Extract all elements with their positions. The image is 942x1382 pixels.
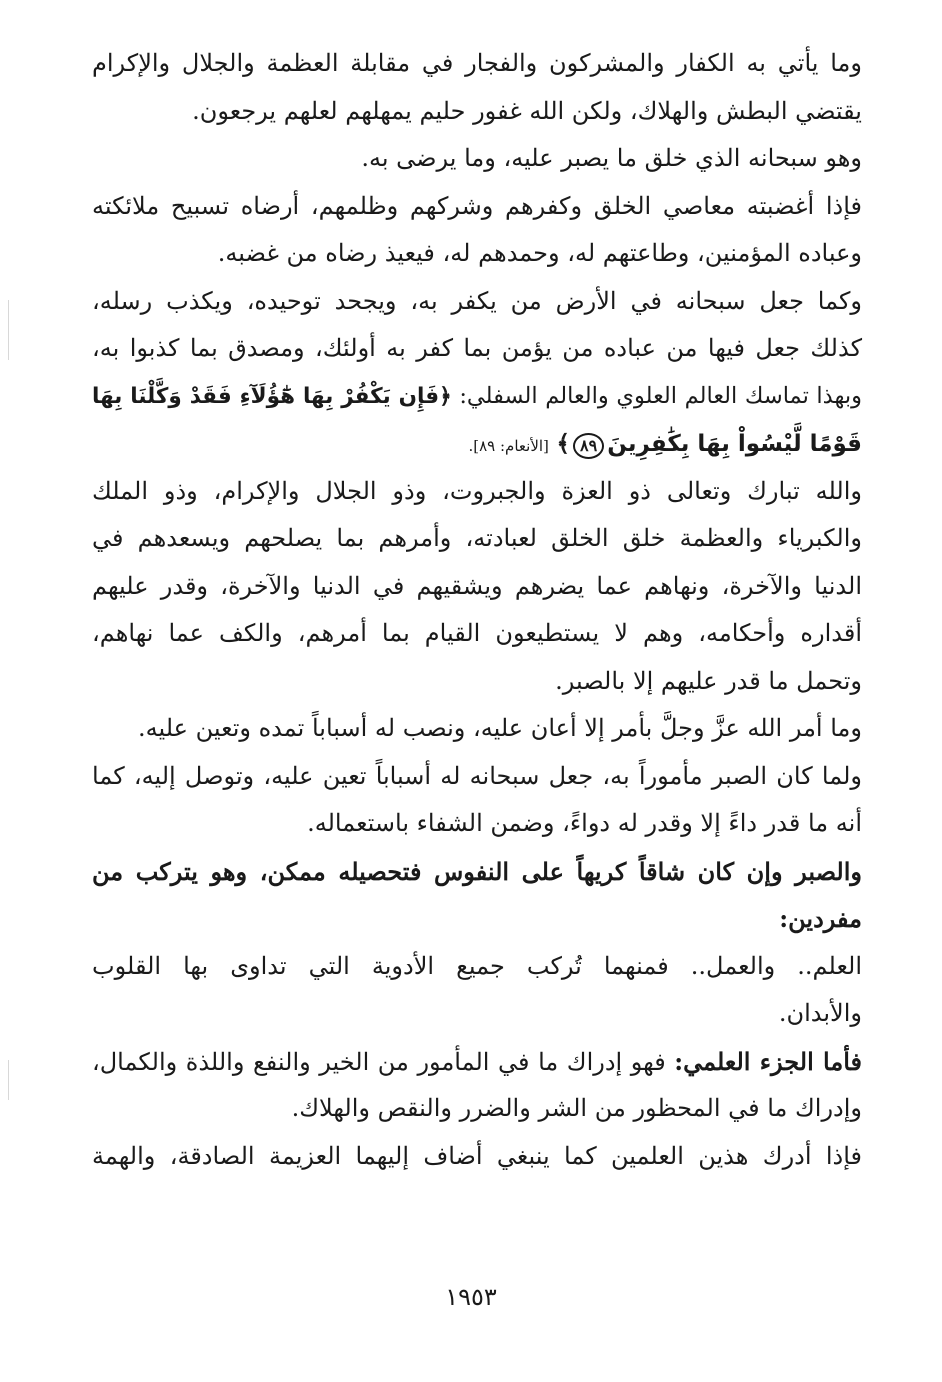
text-line: وما أمر الله عزَّ وجلَّ بأمر إلا أعان عليه، ونصب له أسباباً تمده وتعين عليه.: [137, 714, 862, 742]
text-line: فإذا أغضبته معاصي الخلق وكفرهم وشركهم وظلمهم، أرضاه تسبيح ملائكته: [92, 191, 862, 220]
text-line: وتحمل ما قدر عليهم إلا بالصبر.: [555, 666, 862, 695]
text-line: يقتضي البطش والهلاك، ولكن الله غفور حليم يمهلهم لعلهم يرجعون.: [192, 96, 862, 125]
text-line: وما يأتي به الكفار والمشركون والفجار في مقابلة العظمة والجلال والإكرام: [92, 49, 862, 77]
bold-lead: فأما الجزء العلمي:: [674, 1046, 862, 1076]
page-number: ١٩٥٣: [445, 1283, 497, 1311]
text-line: والأبدان.: [778, 999, 862, 1027]
ayah-number-marker: ٨٩: [573, 433, 604, 459]
text-line: والله تبارك وتعالى ذو العزة والجبروت، وذو الجلال والإكرام، وذو الملك: [92, 476, 862, 505]
verse-close-bracket: ﴾: [556, 431, 571, 457]
bold-text-line: مفردين:: [779, 904, 862, 933]
text-line: فإذا أدرك هذين العلمين كما ينبغي أضاف إليهما العزيمة الصادقة، والهمة: [92, 1141, 862, 1170]
text-line: أقداره وأحكامه، وهم لا يستطيعون القيام بما أمرهم، والكف عما نهاهم،: [92, 619, 862, 647]
text-line: وعباده المؤمنين، وطاعتهم له، وحمدهم له، فيعيذ رضاه من غضبه.: [217, 239, 862, 267]
text-line: الدنيا والآخرة، ونهاهم عما يضرهم ويشقيهم في الدنيا والآخرة، وقدر عليهم: [92, 571, 862, 600]
quran-verse-part1: ﴿فَإِن يَكْفُرْ بِهَا هَٰٓؤُلَآءِ فَقَدْ وَكَّلْنَا بِهَا: [92, 383, 452, 409]
bold-text-line: والصبر وإن كان شاقاً كريهاً على النفوس فتحصيله ممكن، وهو يتركب من: [92, 856, 862, 886]
verse-reference: [الأنعام: ٨٩].: [468, 437, 549, 455]
text-line: وإدراك ما في المحظور من الشر والضرر والنقص والهلاك.: [291, 1094, 862, 1122]
lead-rest: فهو إدراك ما في المأمور من الخير والنفع واللذة والكمال،: [92, 1047, 666, 1076]
text-line: العلم.. والعمل.. فمنهما تُركب جميع الأدوية التي تداوى بها القلوب: [92, 951, 863, 980]
text-line: ولما كان الصبر مأموراً به، جعل سبحانه له أسباباً تعين عليه، وتوصل إليه، كما: [92, 761, 862, 790]
verse-intro: وبهذا تماسك العالم العلوي والعالم السفلي:: [459, 382, 862, 409]
quran-verse-part2: قَوْمًا لَّيْسُواْ بِهَا بِكَٰفِرِينَ: [607, 431, 862, 457]
body-text: [92, 40, 862, 1180]
verse-intro-line: [92, 373, 862, 421]
verse-line: [92, 420, 862, 468]
text-line: وهو سبحانه الذي خلق ما يصبر عليه، وما يرضى به.: [361, 144, 862, 172]
scan-margin-line: [8, 1060, 9, 1100]
text-line: أنه ما قدر داءً إلا وقدر له دواءً، وضمن الشفاء باستعماله.: [307, 809, 862, 837]
text-line: [92, 1038, 862, 1086]
scan-margin-line: [8, 300, 9, 360]
text-line: والكبرياء والعظمة خلق الخلق لعبادته، وأمرهم بما يصلحهم ويسعدهم في: [92, 524, 862, 552]
text-line: وكما جعل سبحانه في الأرض من يكفر به، ويجحد توحيده، ويكذب رسله،: [92, 286, 863, 315]
text-line: كذلك جعل فيها من عباده من يؤمن بما كفر به أولئك، ومصدق بما كذبوا به،: [92, 334, 862, 362]
